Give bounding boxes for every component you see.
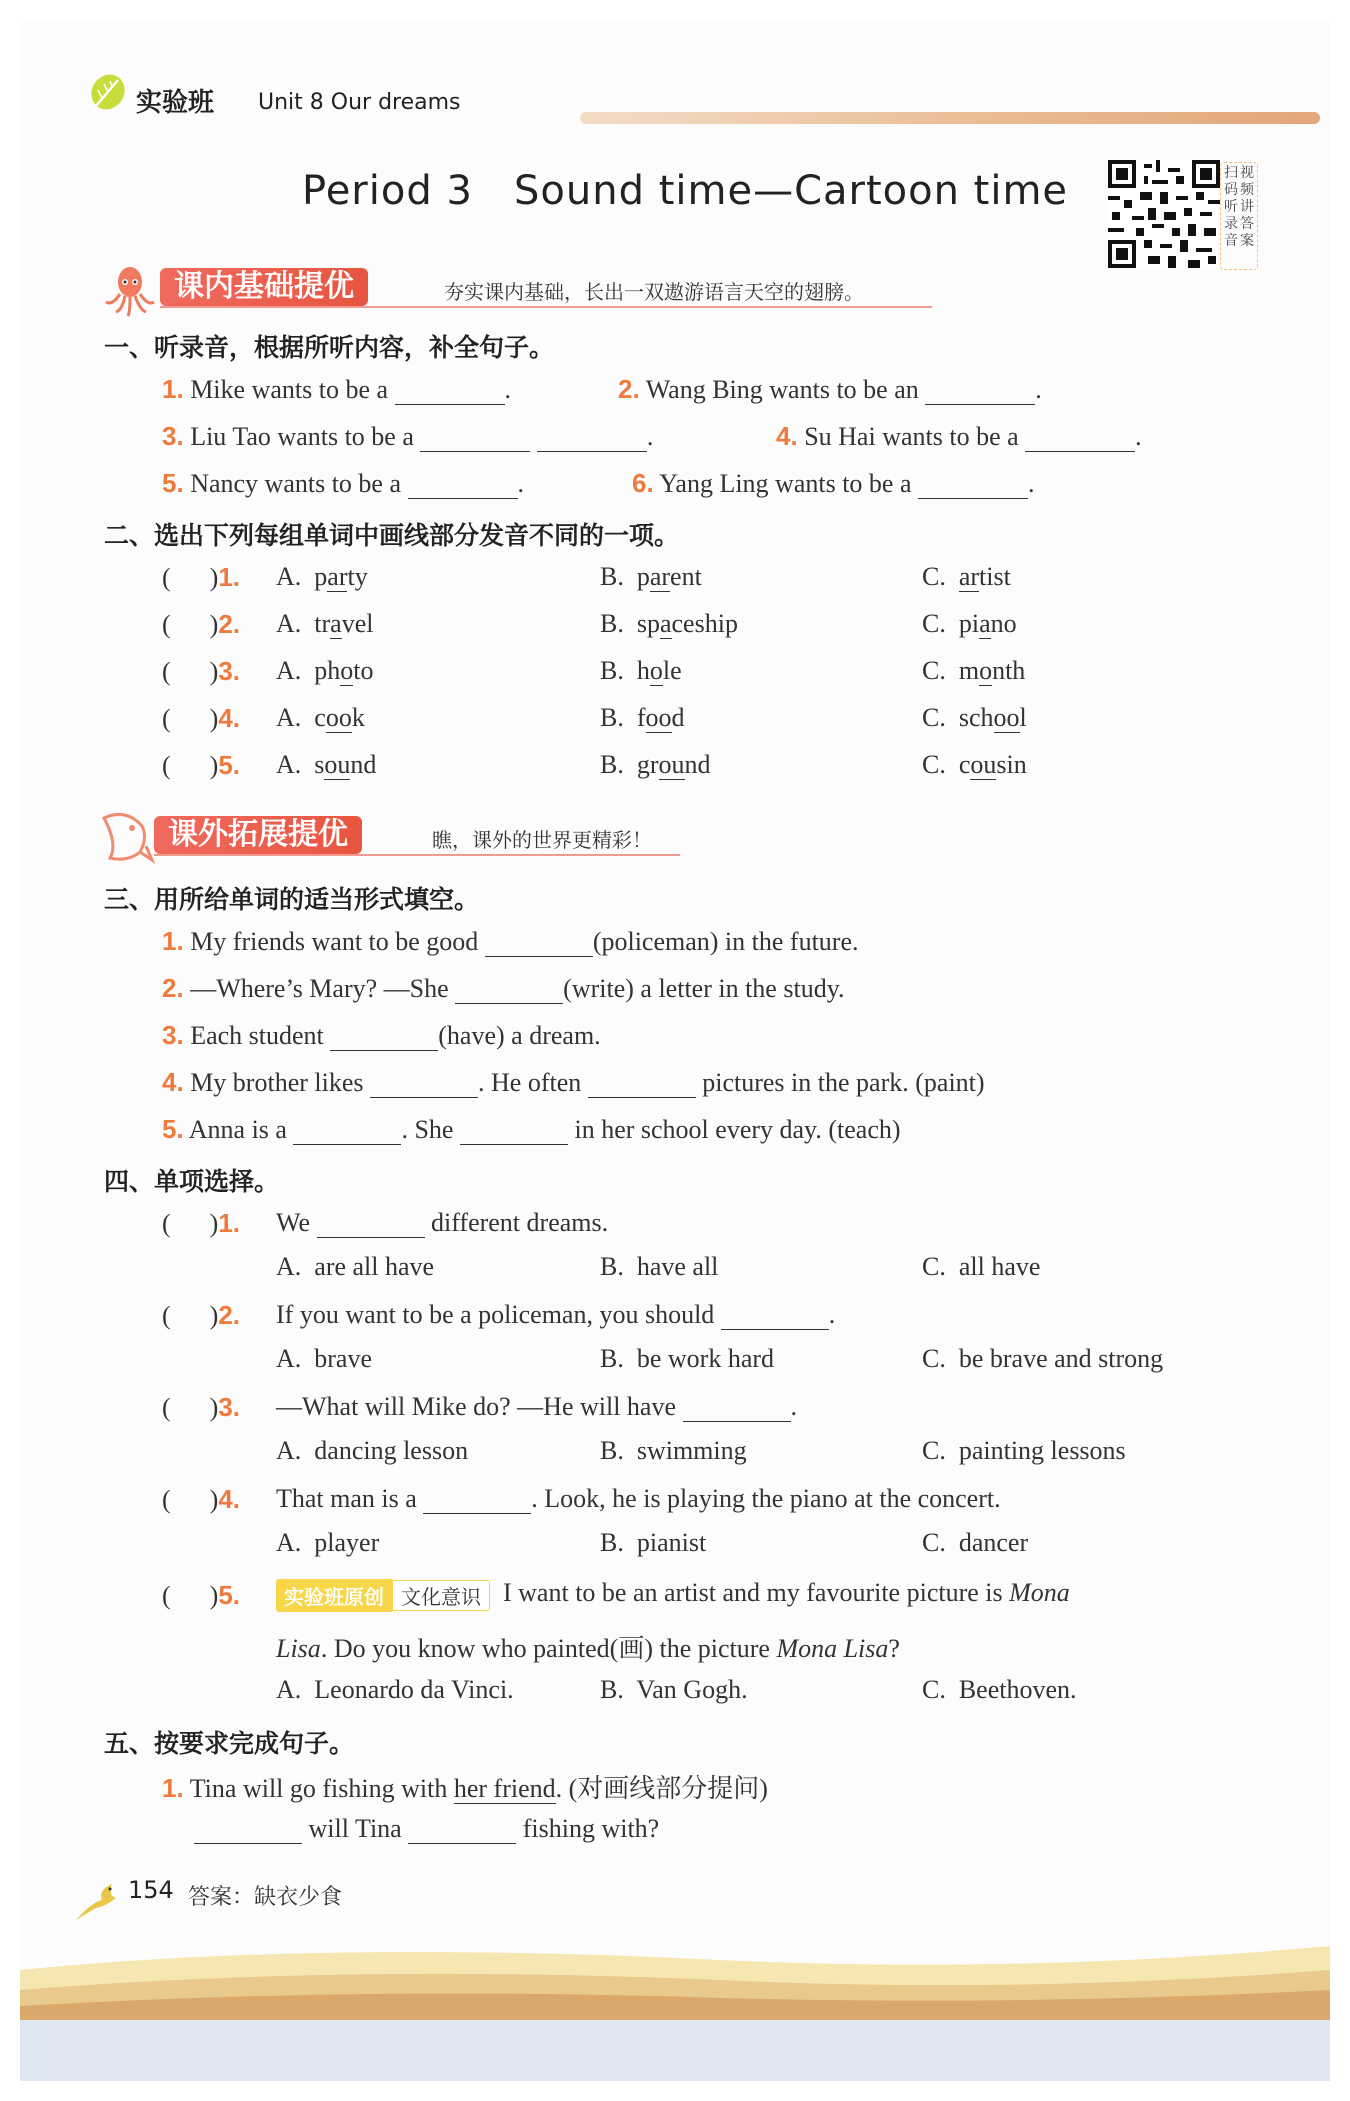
option-b: B. be work hard bbox=[600, 1344, 775, 1373]
question-item: 5. Nancy wants to be a . bbox=[162, 468, 525, 498]
qr-char: 视 bbox=[1240, 165, 1254, 181]
question-stem: We different dreams. bbox=[276, 1208, 609, 1237]
answer-paren[interactable]: ( )4. bbox=[162, 703, 241, 733]
option-b: B. parent bbox=[600, 562, 702, 591]
answer-blank[interactable] bbox=[317, 1211, 425, 1238]
option-b: B. have all bbox=[600, 1252, 719, 1281]
bird-icon bbox=[72, 1880, 124, 1924]
banner-motto: 夯实课内基础，长出一双遨游语言天空的翅膀。 bbox=[444, 280, 864, 304]
option-b: B. Van Gogh. bbox=[600, 1675, 748, 1704]
question-item: 2. —Where’s Mary? —She (write) a letter in the study. bbox=[162, 973, 845, 1003]
qr-char: 录 bbox=[1224, 216, 1238, 232]
section-title: 二、选出下列每组单词中画线部分发音不同的一项。 bbox=[104, 521, 680, 550]
answer-paren[interactable]: ( )4. bbox=[162, 1484, 241, 1514]
option-c: C. month bbox=[922, 656, 1026, 685]
answer-blank[interactable] bbox=[683, 1395, 791, 1422]
answer-blank[interactable] bbox=[455, 977, 563, 1004]
section-title: 五、按要求完成句子。 bbox=[104, 1729, 355, 1758]
answer-blank[interactable] bbox=[1025, 425, 1135, 452]
question-stem: That man is a . Look, he is playing the piano at the concert. bbox=[276, 1484, 1001, 1513]
option-b: B. pianist bbox=[600, 1528, 707, 1557]
question-item: 1. My friends want to be good (policeman) in the future. bbox=[162, 926, 859, 956]
option-c: C. piano bbox=[922, 609, 1017, 638]
section-title: 四、单项选择。 bbox=[104, 1167, 280, 1196]
question-stem: If you want to be a policeman, you should . bbox=[276, 1300, 836, 1329]
answer-paren[interactable]: ( )2. bbox=[162, 1300, 241, 1330]
banner-underline bbox=[160, 306, 932, 308]
question-stem: —What will Mike do? —He will have . bbox=[276, 1392, 798, 1421]
answer-paren[interactable]: ( )2. bbox=[162, 609, 241, 639]
qr-char: 讲 bbox=[1240, 199, 1254, 215]
question-item: 4. My brother likes . He often pictures in the park. (paint) bbox=[162, 1067, 985, 1097]
option-c: C. be brave and strong bbox=[922, 1344, 1164, 1373]
answer-paren[interactable]: ( )5. bbox=[162, 750, 241, 780]
answer-paren[interactable]: ( )3. bbox=[162, 656, 241, 686]
option-a: A. travel bbox=[276, 609, 374, 638]
answer-blank[interactable] bbox=[420, 425, 530, 452]
option-a: A. Leonardo da Vinci. bbox=[276, 1675, 514, 1704]
option-c: C. all have bbox=[922, 1252, 1041, 1281]
option-c: C. school bbox=[922, 703, 1027, 732]
option-c: C. Beethoven. bbox=[922, 1675, 1077, 1704]
answer-blank[interactable] bbox=[721, 1303, 829, 1330]
answer-blank[interactable] bbox=[408, 472, 518, 499]
qr-char: 频 bbox=[1240, 182, 1254, 198]
answer-blank[interactable] bbox=[460, 1118, 568, 1145]
culture-tag: 文化意识 bbox=[392, 1580, 490, 1611]
option-b: B. hole bbox=[600, 656, 682, 685]
qr-char: 码 bbox=[1224, 182, 1238, 198]
qr-char: 案 bbox=[1240, 233, 1254, 249]
option-a: A. player bbox=[276, 1528, 380, 1557]
qr-caption bbox=[1220, 162, 1258, 270]
answer-blank[interactable] bbox=[588, 1071, 696, 1098]
question-item: 6. Yang Ling wants to be a . bbox=[632, 468, 1035, 498]
answer-blank[interactable] bbox=[370, 1071, 478, 1098]
question-stem: 实验班原创 文化意识 I want to be an artist and my favourite picture is Mona bbox=[276, 1578, 1070, 1612]
question-stem-cont: Lisa. Do you know who painted(画) the picture Mona Lisa? bbox=[276, 1634, 900, 1663]
option-c: C. artist bbox=[922, 562, 1011, 591]
answer-blank[interactable] bbox=[330, 1024, 438, 1051]
option-b: B. swimming bbox=[600, 1436, 747, 1465]
answer-blank[interactable] bbox=[485, 930, 593, 957]
option-b: B. spaceship bbox=[600, 609, 738, 638]
option-a: A. cook bbox=[276, 703, 365, 732]
option-a: A. dancing lesson bbox=[276, 1436, 469, 1465]
answer-blank[interactable] bbox=[423, 1487, 531, 1514]
option-a: A. photo bbox=[276, 656, 374, 685]
option-b: B. food bbox=[600, 703, 685, 732]
original-tag: 实验班原创 bbox=[276, 1579, 392, 1612]
header-bar bbox=[580, 112, 1320, 124]
section-title: 三、用所给单词的适当形式填空。 bbox=[104, 885, 480, 914]
question-item: 3. Liu Tao wants to be a . bbox=[162, 421, 654, 451]
page-title: Period 3 Sound time—Cartoon time bbox=[302, 168, 1069, 214]
question-item: 5. Anna is a . She in her school every day. (teach) bbox=[162, 1114, 901, 1144]
unit-label: Unit 8 Our dreams bbox=[258, 90, 461, 115]
leaf-logo-icon bbox=[88, 72, 128, 112]
answer-paren[interactable]: ( )1. bbox=[162, 1208, 241, 1238]
answer-paren[interactable]: ( )3. bbox=[162, 1392, 241, 1422]
brand-label: 实验班 bbox=[136, 88, 215, 118]
option-a: A. brave bbox=[276, 1344, 373, 1373]
banner-basic: 课内基础提优 bbox=[160, 268, 368, 306]
option-c: C. dancer bbox=[922, 1528, 1029, 1557]
question-item: 2. Wang Bing wants to be an . bbox=[618, 374, 1042, 404]
answer-paren[interactable]: ( )1. bbox=[162, 562, 241, 592]
banner-underline bbox=[154, 854, 680, 856]
option-c: C. painting lessons bbox=[922, 1436, 1126, 1465]
qr-char: 听 bbox=[1224, 199, 1238, 215]
qr-char: 扫 bbox=[1224, 165, 1238, 181]
section-title: 一、听录音，根据所听内容，补全句子。 bbox=[104, 333, 555, 362]
banner-extension: 课外拓展提优 bbox=[154, 816, 362, 854]
answer-blank[interactable] bbox=[537, 425, 647, 452]
question-item: 3. Each student (have) a dream. bbox=[162, 1020, 601, 1050]
qr-char: 答 bbox=[1240, 216, 1254, 232]
answer-blank[interactable] bbox=[293, 1118, 401, 1145]
option-b: B. ground bbox=[600, 750, 711, 779]
banner-motto: 瞧，课外的世界更精彩！ bbox=[432, 828, 652, 852]
answer-text: 答案：缺衣少食 bbox=[188, 1885, 343, 1910]
qr-char: 音 bbox=[1224, 233, 1238, 249]
squid-icon bbox=[102, 262, 158, 318]
page-number: 154 bbox=[128, 1876, 174, 1904]
option-a: A. are all have bbox=[276, 1252, 435, 1281]
option-a: A. sound bbox=[276, 750, 377, 779]
answer-blank[interactable] bbox=[395, 378, 505, 405]
question-answer-line: will Tina fishing with? bbox=[194, 1814, 659, 1844]
footer-band bbox=[20, 2020, 1330, 2081]
footer-wave bbox=[20, 1940, 1330, 2020]
question-item: 4. Su Hai wants to be a . bbox=[776, 421, 1142, 451]
option-c: C. cousin bbox=[922, 750, 1027, 779]
answer-blank[interactable] bbox=[408, 1817, 516, 1844]
answer-blank[interactable] bbox=[918, 472, 1028, 499]
answer-blank[interactable] bbox=[925, 378, 1035, 405]
question-item: 1. Tina will go fishing with her friend. (对画线部分提问) bbox=[162, 1773, 768, 1803]
answer-paren[interactable]: ( )5. bbox=[162, 1580, 241, 1610]
fish-icon bbox=[96, 808, 156, 864]
answer-blank[interactable] bbox=[194, 1817, 302, 1844]
question-item: 1. Mike wants to be a . bbox=[162, 374, 512, 404]
option-a: A. party bbox=[276, 562, 368, 591]
qr-code[interactable] bbox=[1108, 160, 1220, 268]
